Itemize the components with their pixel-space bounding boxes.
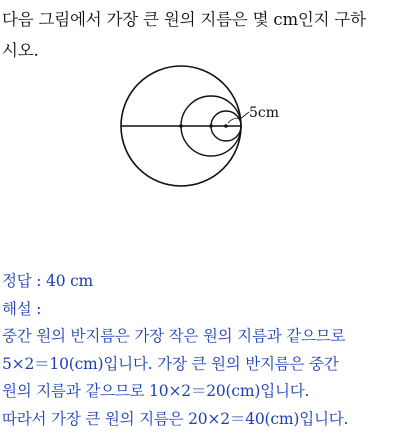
center-point-small (224, 124, 228, 128)
center-point-large (179, 124, 183, 128)
center-point-middle (209, 124, 213, 128)
explanation-line-1: 중간 원의 반지름은 가장 작은 원의 지름과 같으므로 (2, 327, 346, 345)
answer-line (2, 268, 400, 296)
explanation-line-3: 원의 지름과 같으므로 10×2＝20(cm)입니다. (2, 382, 310, 400)
answer-value: 40 cm (46, 272, 94, 290)
explanation-line-2: 5×2＝10(cm)입니다. 가장 큰 원의 반지름은 중간 (2, 354, 339, 373)
answer-label: 정답 : (2, 272, 42, 290)
answer-block (2, 268, 400, 433)
explanation-label: 해설 : (2, 299, 42, 318)
question-line-1: 다음 그림에서 가장 큰 원의 지름은 몇 cm인지 구하 (2, 10, 366, 29)
label-leader-line (240, 112, 249, 119)
question-line-2: 시오. (2, 41, 39, 60)
radius-label: 5cm (249, 105, 280, 121)
explanation-line-4: 따라서 가장 큰 원의 지름은 20×2＝40(cm)입니다. (2, 409, 349, 428)
